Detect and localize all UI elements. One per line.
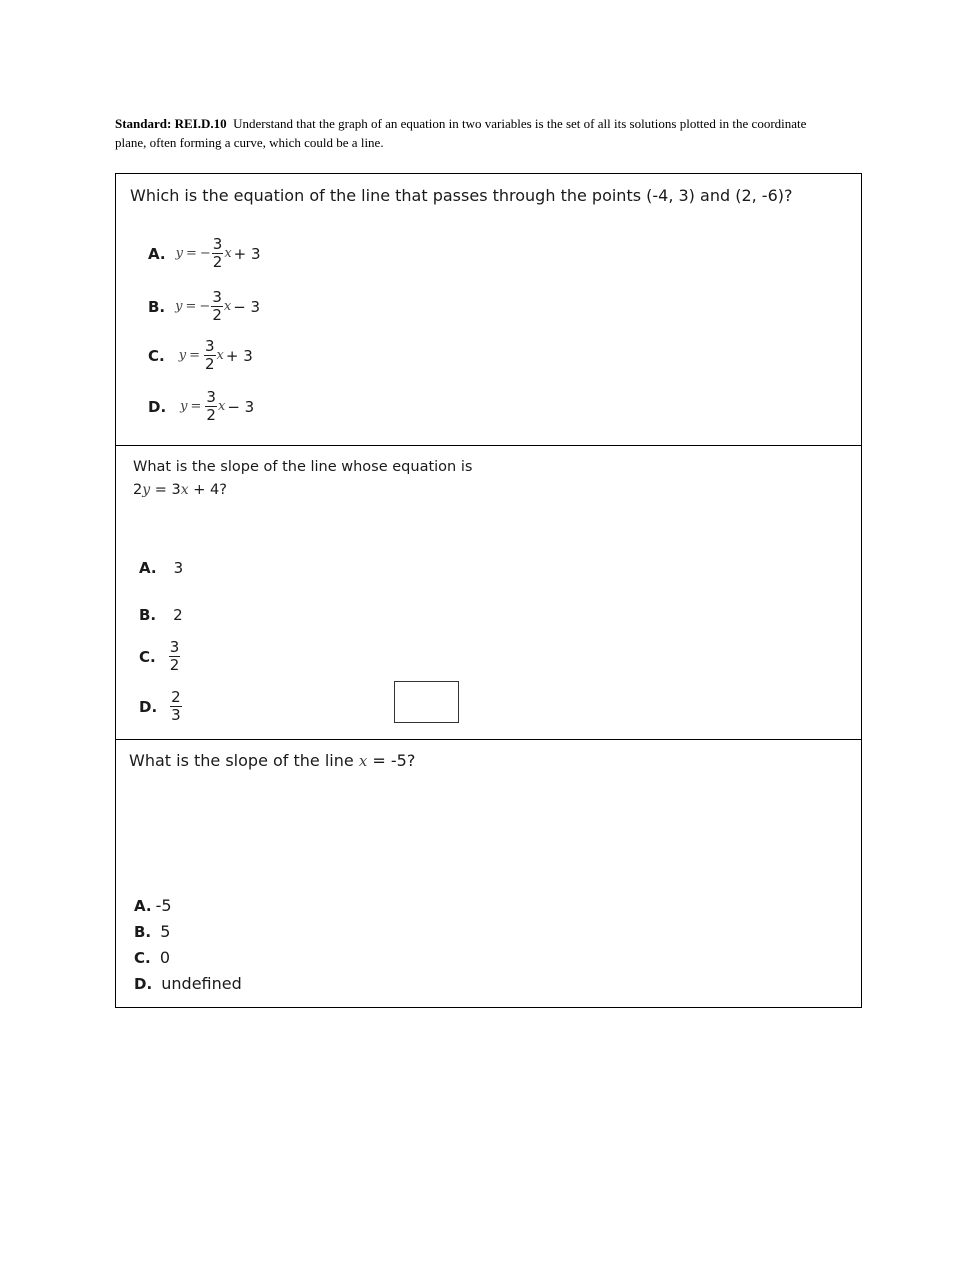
option-tail: + 3	[233, 244, 261, 263]
option-sign: −	[199, 246, 211, 261]
option-y: y	[180, 399, 188, 414]
q3-option-b[interactable]	[134, 919, 170, 945]
question-1-text: Which is the equation of the line that passes through the points (-4, 3) and (2, -6)?	[130, 186, 793, 205]
q1-option-b[interactable]	[148, 289, 260, 324]
option-value: 0	[159, 948, 170, 967]
option-letter: C.	[139, 647, 156, 666]
option-letter: A.	[134, 897, 152, 915]
fraction-numerator: 3	[212, 235, 223, 253]
q1-option-a[interactable]	[148, 236, 261, 271]
eq-post: + 4?	[188, 482, 227, 498]
option-fraction	[205, 389, 217, 424]
question-3-text	[129, 749, 415, 773]
fraction-denominator: 3	[171, 706, 181, 724]
question-3-box	[115, 739, 862, 1008]
option-letter: A.	[148, 244, 166, 263]
fraction-denominator: 2	[206, 406, 216, 424]
option-letter: B.	[148, 297, 166, 316]
eq-mid: = 3	[150, 482, 181, 498]
question-2-box	[115, 445, 862, 740]
option-letter: C.	[134, 949, 151, 967]
q2-option-c[interactable]	[139, 639, 181, 674]
option-tail: − 3	[227, 397, 255, 416]
option-fraction	[169, 639, 181, 674]
q2-option-d[interactable]	[139, 689, 183, 724]
fraction-numerator: 3	[204, 337, 215, 355]
option-fraction	[204, 338, 216, 373]
option-equals: =	[190, 399, 202, 414]
option-tail: + 3	[225, 346, 253, 365]
eq-var-y: y	[142, 482, 151, 498]
question-3-post: = -5?	[367, 751, 416, 770]
option-value: undefined	[161, 974, 242, 993]
standard-label: Standard: REI.D.10	[115, 116, 227, 131]
q3-option-a[interactable]	[134, 893, 172, 919]
fraction-numerator: 3	[169, 638, 180, 656]
option-x: x	[223, 299, 232, 314]
option-fraction	[212, 236, 224, 271]
option-x: x	[217, 399, 226, 414]
q2-option-a[interactable]	[139, 559, 183, 577]
question-2-equation	[133, 479, 472, 502]
q1-option-d[interactable]	[148, 389, 254, 424]
option-equals: =	[189, 348, 200, 363]
q3-option-c[interactable]	[134, 945, 170, 971]
fraction-numerator: 2	[171, 688, 181, 706]
option-value: -5	[155, 896, 172, 915]
fraction-numerator: 3	[206, 388, 216, 406]
standard-statement	[115, 114, 835, 152]
option-y: y	[178, 348, 187, 363]
option-fraction	[170, 689, 182, 724]
option-x: x	[224, 246, 232, 261]
answer-box[interactable]	[394, 681, 459, 723]
question-2-line-1: What is the slope of the line whose equation is	[133, 459, 473, 475]
eq-var-x: x	[180, 482, 189, 498]
q1-option-c[interactable]	[148, 338, 253, 373]
option-letter: B.	[139, 606, 157, 624]
option-equals: =	[185, 299, 197, 314]
question-3-var: x	[358, 752, 368, 770]
fraction-denominator: 2	[212, 306, 222, 324]
standard-text: Understand that the graph of an equation in two variables is the set of all its solutions plotted in the coordinate plane, often forming a curve, which could be a line.	[115, 116, 807, 150]
option-letter: B.	[134, 923, 152, 941]
option-letter: C.	[148, 346, 165, 365]
option-fraction	[211, 289, 223, 324]
option-value: 2	[173, 606, 183, 624]
option-value: 3	[173, 559, 184, 577]
fraction-denominator: 2	[212, 253, 223, 271]
option-y: y	[175, 246, 183, 261]
fraction-denominator: 2	[169, 656, 180, 674]
eq-coefficient: 2	[133, 482, 143, 498]
question-2-text	[133, 456, 472, 502]
option-tail: − 3	[233, 297, 261, 316]
q2-option-b[interactable]	[139, 606, 183, 624]
option-equals: =	[185, 246, 197, 261]
option-letter: A.	[139, 559, 157, 577]
question-1-box	[115, 173, 862, 446]
option-letter: D.	[139, 697, 158, 716]
question-3-pre: What is the slope of the line	[129, 751, 359, 770]
fraction-denominator: 2	[204, 355, 215, 373]
option-y: y	[175, 299, 183, 314]
q3-option-d[interactable]	[134, 971, 242, 997]
option-letter: D.	[148, 397, 167, 416]
option-x: x	[216, 348, 224, 363]
option-letter: D.	[134, 975, 153, 993]
option-sign: −	[199, 299, 211, 314]
fraction-numerator: 3	[212, 288, 222, 306]
option-value: 5	[160, 922, 171, 941]
